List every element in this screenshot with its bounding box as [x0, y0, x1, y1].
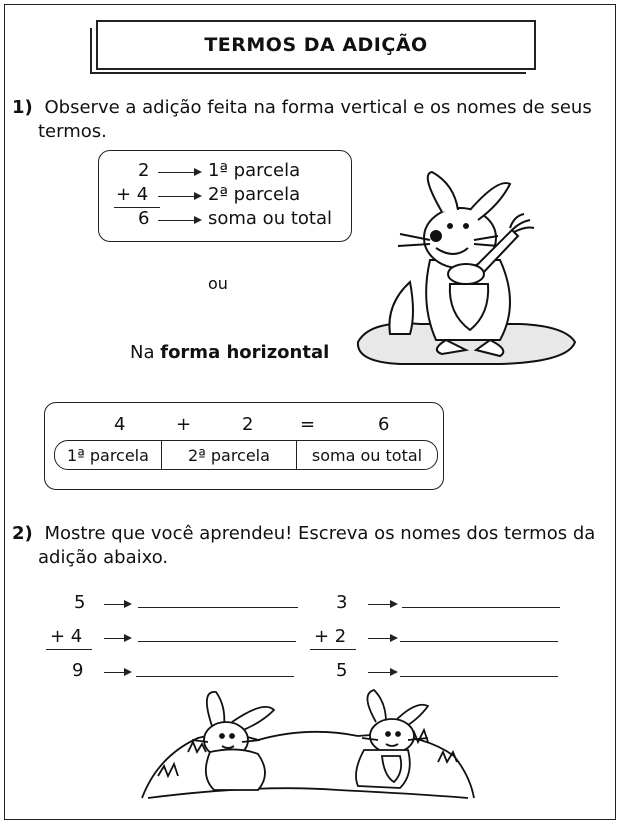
q2-text-line2: adição abaixo. [38, 547, 169, 568]
vertical-second-term: + 4 [116, 184, 149, 205]
left-second-term: + 4 [50, 626, 83, 647]
right-result: 5 [336, 660, 348, 681]
sum-underline [46, 649, 92, 650]
arrow-icon [104, 672, 130, 673]
answer-blank[interactable] [400, 641, 558, 642]
q1-text-line1 [12, 96, 592, 120]
arrow-icon [368, 672, 396, 673]
answer-blank[interactable] [136, 676, 294, 677]
vertical-label-3: soma ou total [208, 208, 332, 229]
horizontal-equals: = [300, 414, 316, 435]
answer-blank[interactable] [400, 676, 558, 677]
answer-blank[interactable] [402, 607, 560, 608]
q2-number: 2) [12, 523, 33, 544]
page-title: TERMOS DA ADIÇÃO [204, 34, 428, 56]
vertical-first-term: 2 [138, 160, 150, 181]
horizontal-label-2: 2ª parcela [162, 441, 297, 469]
arrow-icon [368, 638, 396, 639]
rabbit-with-carrot-illustration [350, 164, 580, 374]
q1-statement: Observe a adição feita na forma vertical e os nomes de seus [44, 97, 592, 118]
answer-blank[interactable] [138, 641, 296, 642]
horizontal-result: 6 [378, 414, 390, 435]
sum-underline [310, 649, 356, 650]
or-text: ou [208, 274, 228, 293]
q2-statement: Mostre que você aprendeu! Escreva os nomes dos termos da [44, 523, 596, 544]
right-first-term: 3 [336, 592, 348, 613]
left-result: 9 [72, 660, 84, 681]
right-second-term: + 2 [314, 626, 347, 647]
horizontal-heading [130, 342, 329, 363]
arrow-icon [158, 220, 200, 221]
horizontal-first-term: 4 [114, 414, 126, 435]
arrow-icon [104, 638, 130, 639]
left-first-term: 5 [74, 592, 86, 613]
answer-blank[interactable] [138, 607, 298, 608]
vertical-result: 6 [138, 208, 150, 229]
horizontal-heading-prefix: Na [130, 342, 155, 363]
arrow-icon [368, 604, 396, 605]
q1-number: 1) [12, 97, 33, 118]
arrow-icon [158, 172, 200, 173]
horizontal-labels-row [54, 440, 438, 470]
vertical-label-2: 2ª parcela [208, 184, 301, 205]
horizontal-label-3: soma ou total [311, 445, 423, 465]
q1-text-line2: termos. [38, 121, 107, 142]
vertical-label-1: 1ª parcela [208, 160, 301, 181]
q2-text-line1 [12, 522, 595, 546]
rabbits-on-grass-illustration [138, 686, 478, 804]
horizontal-plus: + [176, 414, 192, 435]
arrow-icon [158, 196, 200, 197]
sum-underline [114, 207, 160, 208]
horizontal-second-term: 2 [242, 414, 254, 435]
horizontal-label-1: 1ª parcela [55, 441, 162, 469]
horizontal-heading-bold: forma horizontal [160, 342, 330, 363]
title-box [96, 20, 536, 70]
arrow-icon [104, 604, 130, 605]
